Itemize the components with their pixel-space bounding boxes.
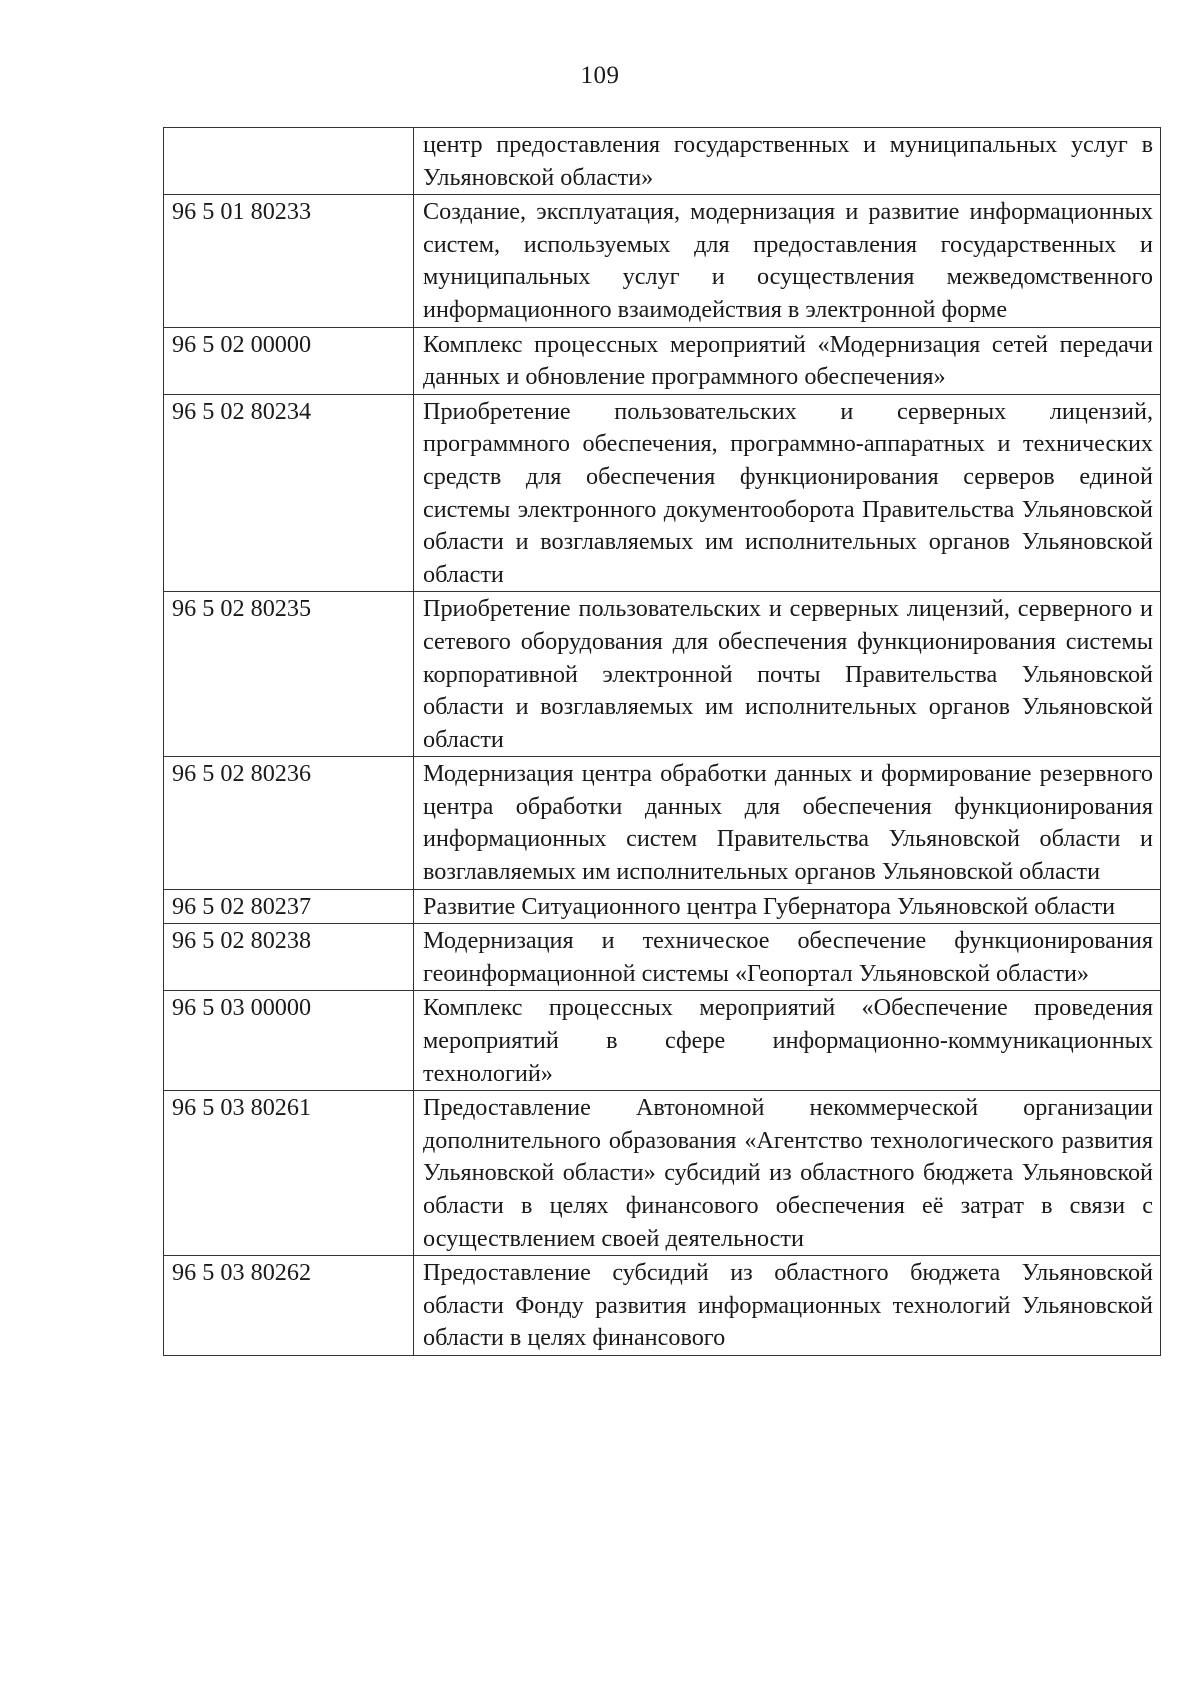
table-row	[164, 327, 1161, 394]
table-row	[164, 1256, 1161, 1356]
description-cell: Комплекс процессных мероприятий «Обеспечение проведения мероприятий в сфере информационно-коммуникационных технологий»	[414, 991, 1161, 1091]
table-row	[164, 592, 1161, 757]
code-cell: 96 5 03 80261	[164, 1091, 414, 1256]
table-row	[164, 924, 1161, 991]
budget-classification-table	[163, 127, 1161, 1356]
table-row	[164, 394, 1161, 592]
description-cell: Приобретение пользовательских и серверных лицензий, программного обеспечения, программно-аппаратных и технических средств для обеспечения функционирования серверов единой системы электронного документооборота Правительства Ульяновской области и возглавляемых им исполнительных органов Ульяновской области	[414, 394, 1161, 592]
description-cell: Предоставление субсидий из областного бюджета Ульяновской области Фонду развития информационных технологий Ульяновской области в целях финансового	[414, 1256, 1161, 1356]
code-cell: 96 5 02 80235	[164, 592, 414, 757]
code-cell	[164, 128, 414, 195]
page-number: 109	[580, 62, 620, 89]
table-row	[164, 1091, 1161, 1256]
description-cell: центр предоставления государственных и муниципальных услуг в Ульяновской области»	[414, 128, 1161, 195]
description-cell: Развитие Ситуационного центра Губернатора Ульяновской области	[414, 889, 1161, 924]
table-row	[164, 195, 1161, 327]
description-cell: Модернизация центра обработки данных и формирование резервного центра обработки данных для обеспечения функционирования информационных систем Правительства Ульяновской области и возглавляемых им исполнительных органов Ульяновской области	[414, 757, 1161, 889]
description-cell: Создание, эксплуатация, модернизация и развитие информационных систем, используемых для предоставления государственных и муниципальных услуг и осуществления межведомственного информационного взаимодействия в электронной форме	[414, 195, 1161, 327]
code-cell: 96 5 01 80233	[164, 195, 414, 327]
code-cell: 96 5 03 80262	[164, 1256, 414, 1356]
description-cell: Предоставление Автономной некоммерческой организации дополнительного образования «Агентство технологического развития Ульяновской области» субсидий из областного бюджета Ульяновской области в целях финансового обеспечения её затрат в связи с осуществлением своей деятельности	[414, 1091, 1161, 1256]
description-cell: Модернизация и техническое обеспечение функционирования геоинформационной системы «Геопортал Ульяновской области»	[414, 924, 1161, 991]
code-cell: 96 5 03 00000	[164, 991, 414, 1091]
table-row	[164, 991, 1161, 1091]
code-cell: 96 5 02 80237	[164, 889, 414, 924]
table-row	[164, 128, 1161, 195]
table-row	[164, 757, 1161, 889]
description-cell: Приобретение пользовательских и серверных лицензий, серверного и сетевого оборудования для обеспечения функционирования системы корпоративной электронной почты Правительства Ульяновской области и возглавляемых им исполнительных органов Ульяновской области	[414, 592, 1161, 757]
code-cell: 96 5 02 00000	[164, 327, 414, 394]
code-cell: 96 5 02 80236	[164, 757, 414, 889]
code-cell: 96 5 02 80238	[164, 924, 414, 991]
description-cell: Комплекс процессных мероприятий «Модернизация сетей передачи данных и обновление программного обеспечения»	[414, 327, 1161, 394]
code-cell: 96 5 02 80234	[164, 394, 414, 592]
table-row	[164, 889, 1161, 924]
